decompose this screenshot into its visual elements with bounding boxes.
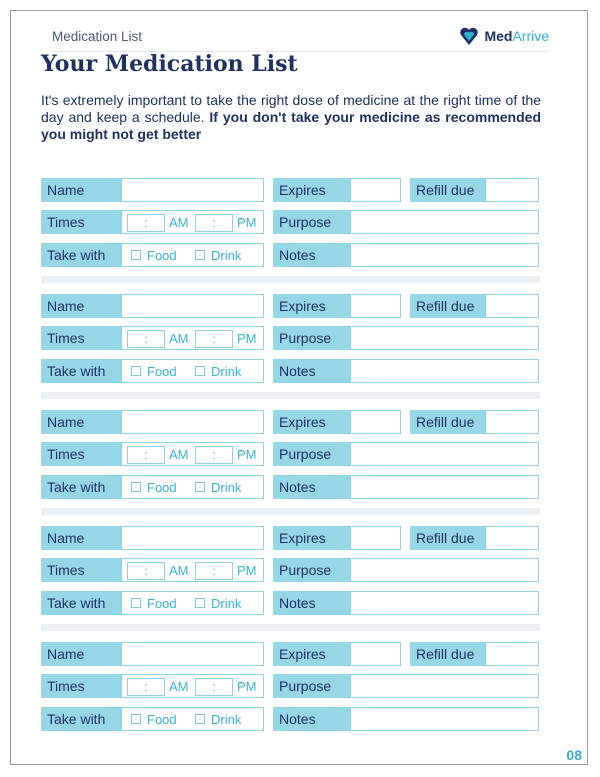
am-label: AM (169, 215, 189, 230)
times-label: Times (41, 558, 121, 582)
take-with-field (121, 359, 264, 383)
refill-due-field[interactable] (485, 642, 539, 666)
page-number: 08 (566, 747, 582, 763)
purpose-field[interactable] (350, 326, 539, 350)
purpose-label: Purpose (273, 558, 351, 582)
name-label: Name (41, 410, 121, 434)
name-field[interactable] (121, 526, 264, 550)
food-label: Food (147, 480, 177, 495)
notes-label: Notes (273, 243, 351, 267)
brand-logo (459, 26, 549, 46)
expires-field[interactable] (350, 526, 401, 550)
food-label: Food (147, 248, 177, 263)
drink-label: Drink (211, 712, 242, 727)
food-checkbox[interactable] (131, 366, 141, 376)
refill-due-field[interactable] (485, 526, 539, 550)
pm-time-input[interactable]: : (195, 446, 233, 464)
purpose-field[interactable] (350, 442, 539, 466)
notes-label: Notes (273, 707, 351, 731)
food-checkbox[interactable] (131, 482, 141, 492)
am-label: AM (169, 563, 189, 578)
drink-checkbox[interactable] (195, 598, 205, 608)
take-with-field (121, 707, 264, 731)
notes-field[interactable] (350, 591, 539, 615)
am-time-input[interactable]: : (127, 214, 165, 232)
times-field (121, 210, 264, 234)
pm-label: PM (237, 679, 257, 694)
take-with-field (121, 475, 264, 499)
entry-separator (41, 508, 540, 515)
name-field[interactable] (121, 642, 264, 666)
expires-field[interactable] (350, 410, 401, 434)
take-with-label: Take with (41, 591, 121, 615)
page-title: Your Medication List (41, 51, 298, 77)
pm-time-input[interactable]: : (195, 562, 233, 580)
notes-field[interactable] (350, 243, 539, 267)
entry-separator (41, 624, 540, 631)
pm-time-input[interactable]: : (195, 678, 233, 696)
food-label: Food (147, 712, 177, 727)
pm-label: PM (237, 331, 257, 346)
food-checkbox[interactable] (131, 598, 141, 608)
pm-time-input[interactable]: : (195, 330, 233, 348)
take-with-field (121, 243, 264, 267)
times-field (121, 442, 264, 466)
medication-entry (41, 526, 540, 616)
drink-checkbox[interactable] (195, 366, 205, 376)
take-with-label: Take with (41, 475, 121, 499)
drink-label: Drink (211, 364, 242, 379)
pm-label: PM (237, 563, 257, 578)
pm-label: PM (237, 215, 257, 230)
name-label: Name (41, 642, 121, 666)
notes-label: Notes (273, 359, 351, 383)
expires-label: Expires (273, 526, 351, 550)
intro-paragraph: It's extremely important to take the right dose of medicine at the right time of the day and keep a schedule. If you don't take your medicine as recommended you might not get better (41, 92, 541, 142)
am-label: AM (169, 331, 189, 346)
refill-due-label: Refill due (410, 642, 486, 666)
pm-time-input[interactable]: : (195, 214, 233, 232)
entry-separator (41, 276, 540, 283)
drink-checkbox[interactable] (195, 714, 205, 724)
notes-field[interactable] (350, 475, 539, 499)
pm-label: PM (237, 447, 257, 462)
name-field[interactable] (121, 410, 264, 434)
notes-label: Notes (273, 475, 351, 499)
take-with-field (121, 591, 264, 615)
take-with-label: Take with (41, 359, 121, 383)
purpose-label: Purpose (273, 326, 351, 350)
name-label: Name (41, 294, 121, 318)
times-field (121, 674, 264, 698)
take-with-label: Take with (41, 707, 121, 731)
am-time-input[interactable]: : (127, 330, 165, 348)
medication-entry (41, 410, 540, 500)
times-label: Times (41, 326, 121, 350)
expires-label: Expires (273, 178, 351, 202)
food-label: Food (147, 364, 177, 379)
food-checkbox[interactable] (131, 250, 141, 260)
brand-name: MedArrive (484, 28, 549, 44)
heart-location-pin-icon (459, 26, 479, 46)
purpose-label: Purpose (273, 442, 351, 466)
drink-label: Drink (211, 248, 242, 263)
notes-label: Notes (273, 591, 351, 615)
name-field[interactable] (121, 294, 264, 318)
medication-entry (41, 178, 540, 268)
medication-entry (41, 642, 540, 732)
name-field[interactable] (121, 178, 264, 202)
medication-entry (41, 294, 540, 384)
am-label: AM (169, 679, 189, 694)
refill-due-field[interactable] (485, 410, 539, 434)
refill-due-label: Refill due (410, 526, 486, 550)
purpose-field[interactable] (350, 674, 539, 698)
purpose-label: Purpose (273, 210, 351, 234)
purpose-field[interactable] (350, 210, 539, 234)
expires-label: Expires (273, 642, 351, 666)
expires-field[interactable] (350, 294, 401, 318)
drink-label: Drink (211, 596, 242, 611)
expires-label: Expires (273, 410, 351, 434)
name-label: Name (41, 178, 121, 202)
am-label: AM (169, 447, 189, 462)
refill-due-label: Refill due (410, 410, 486, 434)
times-label: Times (41, 442, 121, 466)
purpose-field[interactable] (350, 558, 539, 582)
drink-label: Drink (211, 480, 242, 495)
refill-due-field[interactable] (485, 178, 539, 202)
purpose-label: Purpose (273, 674, 351, 698)
expires-field[interactable] (350, 178, 401, 202)
times-field (121, 558, 264, 582)
expires-label: Expires (273, 294, 351, 318)
drink-checkbox[interactable] (195, 250, 205, 260)
notes-field[interactable] (350, 359, 539, 383)
am-time-input[interactable]: : (127, 678, 165, 696)
notes-field[interactable] (350, 707, 539, 731)
name-label: Name (41, 526, 121, 550)
times-label: Times (41, 210, 121, 234)
refill-due-field[interactable] (485, 294, 539, 318)
times-label: Times (41, 674, 121, 698)
am-time-input[interactable]: : (127, 446, 165, 464)
times-field (121, 326, 264, 350)
drink-checkbox[interactable] (195, 482, 205, 492)
entry-separator (41, 392, 540, 399)
food-label: Food (147, 596, 177, 611)
am-time-input[interactable]: : (127, 562, 165, 580)
section-title: Medication List (52, 29, 143, 44)
food-checkbox[interactable] (131, 714, 141, 724)
take-with-label: Take with (41, 243, 121, 267)
refill-due-label: Refill due (410, 178, 486, 202)
refill-due-label: Refill due (410, 294, 486, 318)
expires-field[interactable] (350, 642, 401, 666)
